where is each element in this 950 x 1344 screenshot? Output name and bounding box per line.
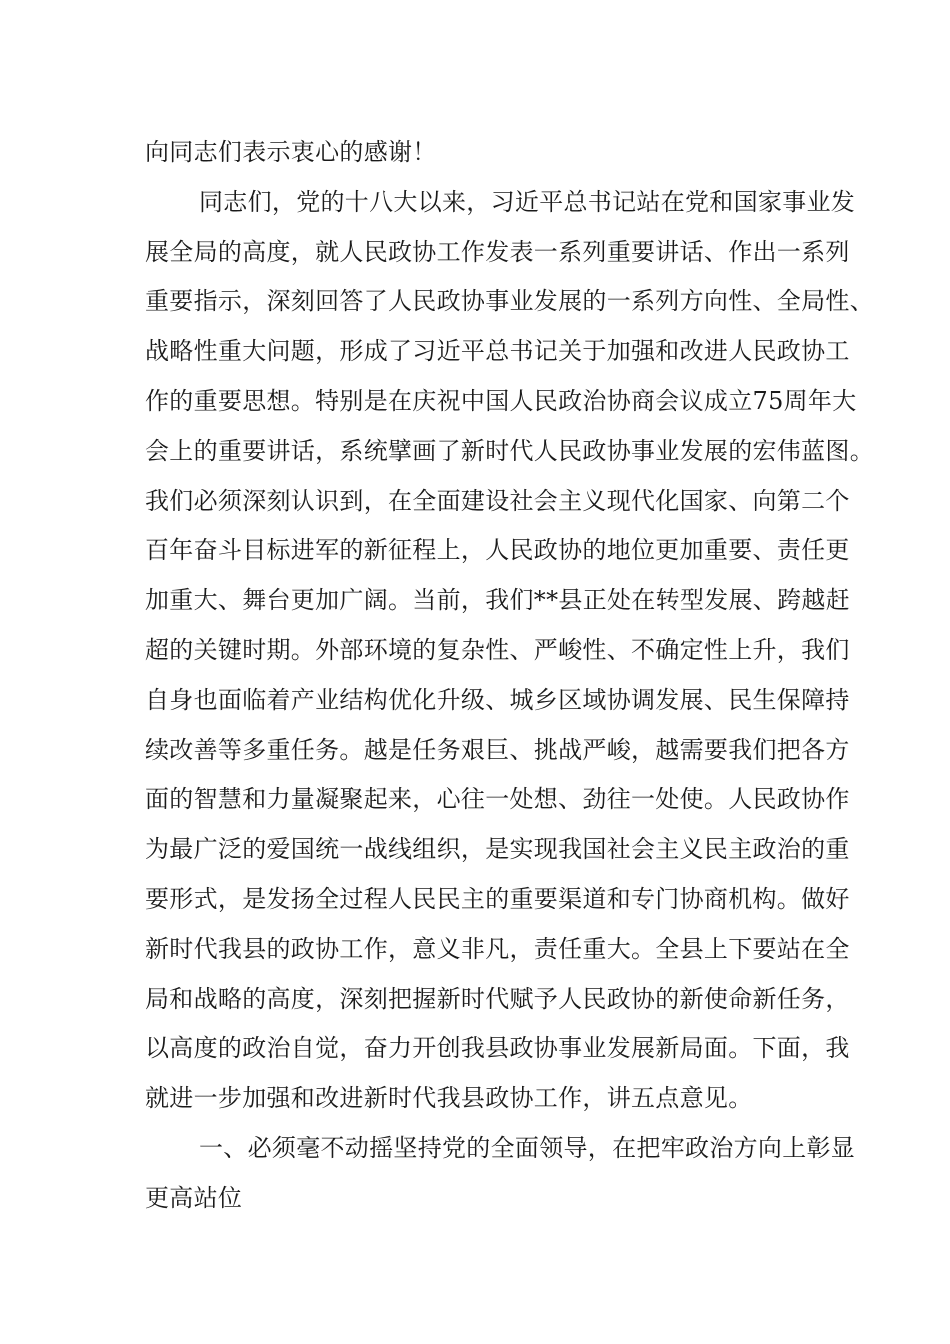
text-line: 展全局的高度，就人民政协工作发表一系列重要讲话、作出一系列 [145,237,850,266]
text-line: 战略性重大问题，形成了习近平总书记关于加强和改进人民政协工 [145,337,850,366]
section-heading-line: 一、必须毫不动摇坚持党的全面领导，在把牢政治方向上彰显 [199,1133,856,1162]
text-line: 会上的重要讲话，系统擘画了新时代人民政协事业发展的宏伟蓝图。 [145,436,874,465]
text-line: 要形式，是发扬全过程人民民主的重要渠道和专门协商机构。做好 [145,884,850,913]
section-heading-line: 更高站位 [145,1183,243,1212]
text-line: 局和战略的高度，深刻把握新时代赋予人民政协的新使命新任务， [145,984,850,1013]
text-line: 就进一步加强和改进新时代我县政协工作，讲五点意见。 [145,1084,753,1113]
text-line: 作的重要思想。特别是在庆祝中国人民政治协商会议成立75周年大 [145,386,857,415]
text-line: 续改善等多重任务。越是任务艰巨、挑战严峻，越需要我们把各方 [145,735,850,764]
text-line: 加重大、舞台更加广阔。当前，我们**县正处在转型发展、跨越赶 [145,586,850,615]
text-line: 超的关键时期。外部环境的复杂性、严峻性、不确定性上升，我们 [145,635,850,664]
text-line: 自身也面临着产业结构优化升级、城乡区域协调发展、民生保障持 [145,685,850,714]
text-line: 新时代我县的政协工作，意义非凡，责任重大。全县上下要站在全 [145,934,850,963]
text-line: 同志们，党的十八大以来，习近平总书记站在党和国家事业发 [199,187,856,216]
text-line: 我们必须深刻认识到，在全面建设社会主义现代化国家、向第二个 [145,486,850,515]
text-line: 百年奋斗目标进军的新征程上，人民政协的地位更加重要、责任更 [145,536,850,565]
text-line: 为最广泛的爱国统一战线组织，是实现我国社会主义民主政治的重 [145,835,850,864]
text-line: 向同志们表示衷心的感谢！ [145,138,437,166]
text-line: 重要指示，深刻回答了人民政协事业发展的一系列方向性、全局性、 [145,287,874,316]
text-line: 以高度的政治自觉，奋力开创我县政协事业发展新局面。下面，我 [145,1034,850,1063]
document-body [145,128,874,1224]
text-line: 面的智慧和力量凝聚起来，心往一处想、劲往一处使。人民政协作 [145,785,850,814]
